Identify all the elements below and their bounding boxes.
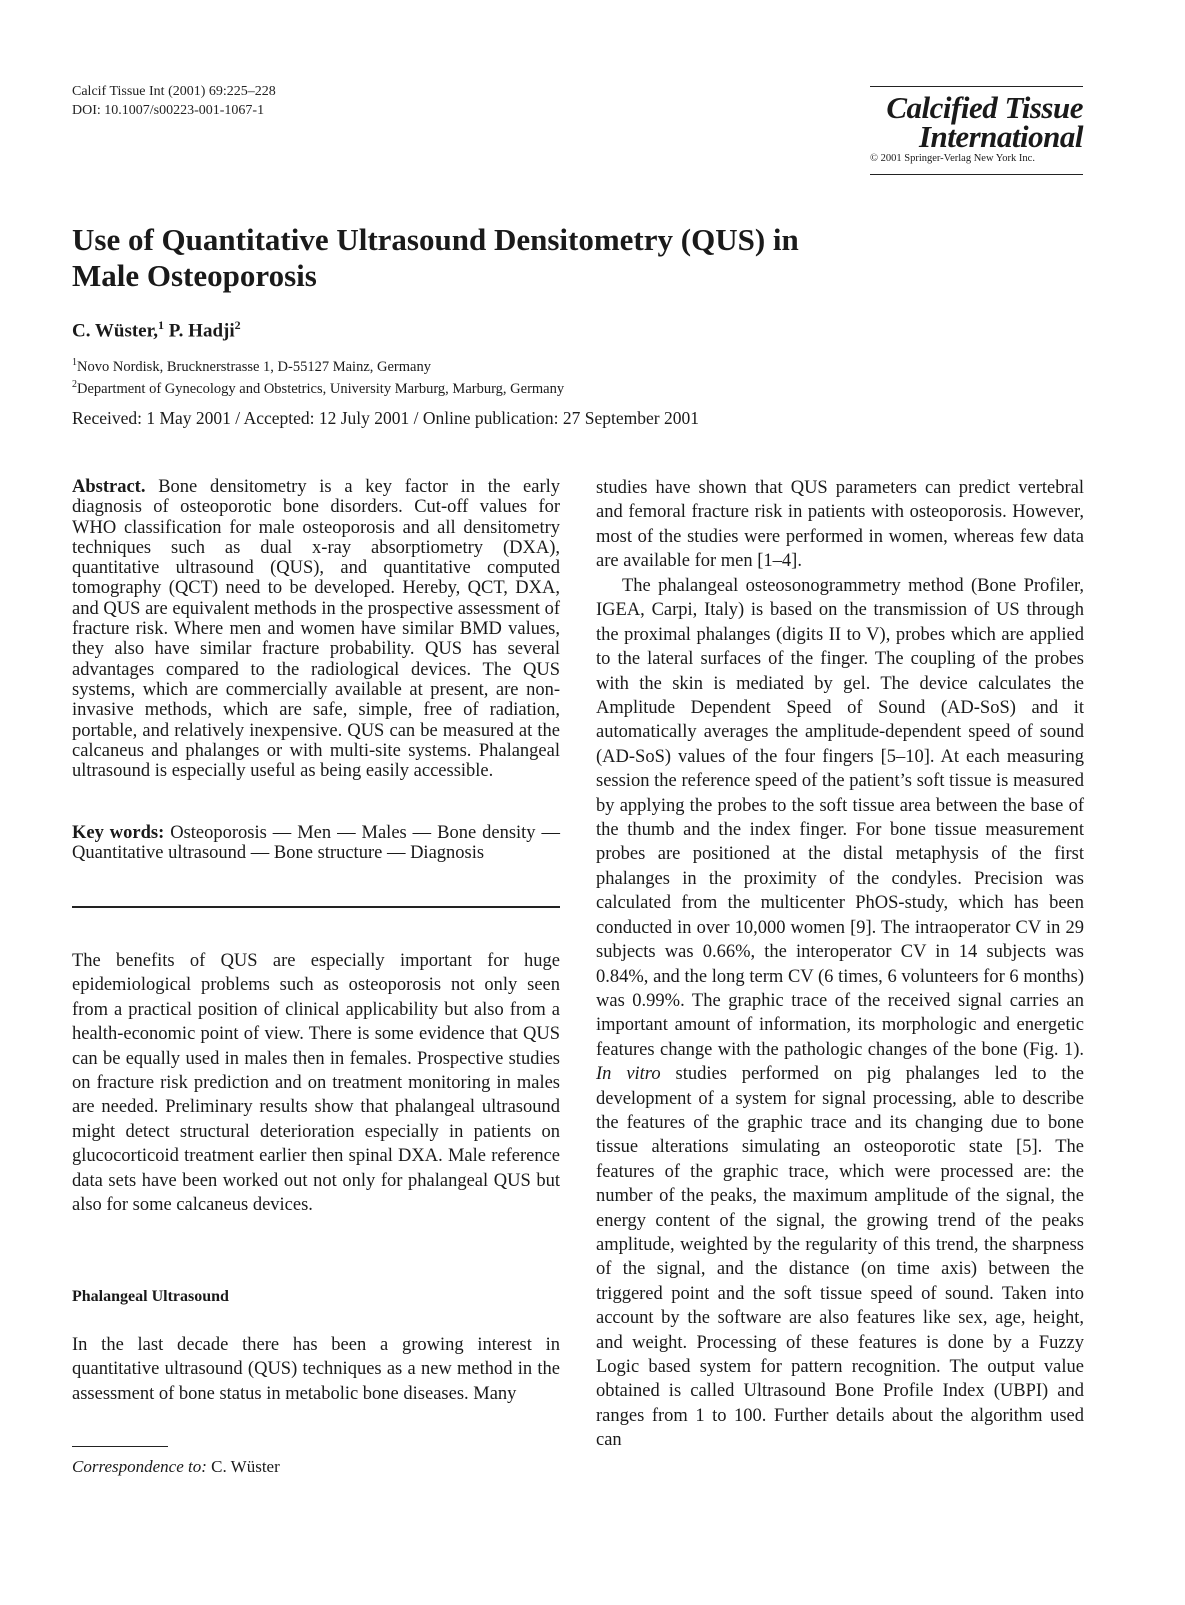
article-title [72, 222, 892, 294]
author-1-affil-mark: 1 [158, 318, 165, 332]
right-column-paragraph-1: studies have shown that QUS parameters can predict vertebral and femoral fracture risk in patients with osteoporosis. However, most of the studies were performed in women, whereas few data are available for men [1–4]. [596, 478, 1084, 572]
journal-reference [72, 82, 276, 120]
doi: DOI: 10.1007/s00223-001-1067-1 [72, 103, 265, 118]
copyright: © 2001 Springer-Verlag New York Inc. [870, 153, 1035, 164]
footnote-divider [72, 1446, 168, 1447]
title-line2: Male Osteoporosis [72, 258, 317, 293]
correspondence-label: Correspondence to: [72, 1457, 207, 1476]
correspondence-name: C. Wüster [211, 1457, 280, 1476]
affiliation-2: $^2$Department of Gynecology and Obstetrics, University Marburg, Marburg, Germany [72, 378, 565, 397]
title-line1: Use of Quantitative Ultrasound Densitometry (QUS) in [72, 222, 799, 257]
keywords-label: Key words: [72, 823, 165, 843]
journal-logo-line2: International [918, 119, 1083, 154]
section-paragraph: In the last decade there has been a growing interest in quantitative ultrasound (QUS) techniques as a new method in the assessment of bone status in metabolic bone diseases. Many [72, 1335, 560, 1404]
received-dates: Received: 1 May 2001 / Accepted: 12 July 2001 / Online publication: 27 September 2001 [72, 408, 699, 428]
affiliations [72, 354, 564, 398]
author-2: P. Hadji [168, 320, 235, 342]
authors [72, 318, 241, 342]
keywords-text: Osteoporosis — Men — Males — Bone density — Quantitative ultrasound — Bone structure — Diagnosis [72, 823, 560, 864]
abstract [72, 477, 560, 781]
section-heading: Phalangeal Ultrasound [72, 1288, 229, 1305]
citation: Calcif Tissue Int (2001) 69:225–228 [72, 84, 276, 99]
author-1: C. Wüster, [72, 320, 159, 342]
keywords [72, 823, 560, 864]
italic-in-vitro: In vitro [596, 1064, 661, 1085]
correspondence [72, 1457, 280, 1477]
abstract-divider [72, 906, 560, 908]
right-column-paragraph-2: The phalangeal osteosonogrammetry method (Bone Profiler, IGEA, Carpi, Italy) is based on the transmission of US through the proximal phalanges (digits II to V), probes which are applied to the lateral surfaces of the finger. The coupling of the probes with the skin is mediated by gel. The device calculates the Amplitude Dependent Speed of Sound (AD-SoS) and it automatically averages the amplitude-dependent speed of sound (AD-SoS) values of the four fingers [5–10]. At each measuring session the reference speed of the patient’s soft tissue is measured by applying the probes to the soft tissue area between the base of the thumb and the index finger. For bone tissue measurement probes are positioned at the distal metaphysis of the first phalanges in the proximity of the condyles. Precision was calculated from the multicenter PhOS-study, which has been conducted in over 10,000 women [9]. The intraoperator CV in 29 subjects was 0.66%, the interoperator CV in 14 subjects was 0.84%, and the long term CV (6 times, 6 volunteers for 6 months) was 0.99%. The graphic trace of the received signal carries an important amount of information, its morphologic and energetic features change with the pathologic changes of the bone (Fig. 1). In vitro studies performed on pig phalanges led to the development of a system for signal processing, able to describe the features of the graphic trace and its changing due to bone tissue alterations simulating an osteoporotic state [5]. The features of the graphic trace, which were processed are: the number of the peaks, the maximum amplitude of the signal, the energy content of the signal, the growing trend of the peaks amplitude, weighted by the regularity of this trend, the sharpness of the signal, and the distance (on time axis) between the triggered point and the soft tissue speed of sound. Taken into account by the software are also features like sex, age, height, and weight. Processing of these features is done by a Fuzzy Logic based system for pattern recognition. The output value obtained is called Ultrasound Bone Profile Index (UBPI) and ranges from 1 to 100. Further details about the algorithm used can [596, 576, 1085, 1451]
author-2-affil-mark: 2 [234, 318, 241, 332]
affiliation-1: $^1$Novo Nordisk, Brucknerstrasse 1, D-55127 Mainz, Germany [72, 357, 431, 375]
journal-logo-line1: Calcified Tissue [886, 90, 1083, 125]
abstract-text: Bone densitometry is a key factor in the early diagnosis of osteoporotic bone disorders. Cut-off values for WHO classification for male osteoporosis and all densitometry techniques such as dual x-ray absorptiometry (DXA), quantitative ultrasound (QUS), and quantitative computed tomography (QCT) need to be developed. Hereby, QCT, DXA, and QUS are equivalent methods in the prospective assessment of fracture risk. Where men and women have similar BMD values, they also have similar fracture probability. QUS has several advantages compared to the radiological devices. The QUS systems, which are commercially available at present, are non-invasive methods, which are safe, simple, free of radiation, portable, and relatively inexpensive. QUS can be measured at the calcaneus and phalanges or with multi-site systems. Phalangeal ultrasound is especially useful as being easily accessible. [72, 477, 560, 782]
intro-paragraph: The benefits of QUS are especially important for huge epidemiological problems such as osteoporosis not only seen from a practical position of clinical applicability but also from a health-economic point of view. There is some evidence that QUS can be equally used in males then in females. Prospective studies on fracture risk prediction and on treatment monitoring in males are needed. Preliminary results show that phalangeal ultrasound might detect structural deterioration especially in patients on glucocorticoid treatment earlier then spinal DXA. Male reference data sets have been worked out not only for phalangeal QUS but also for some calcaneus devices. [72, 951, 560, 1216]
journal-logo [870, 86, 1083, 175]
abstract-label: Abstract. [72, 477, 146, 497]
